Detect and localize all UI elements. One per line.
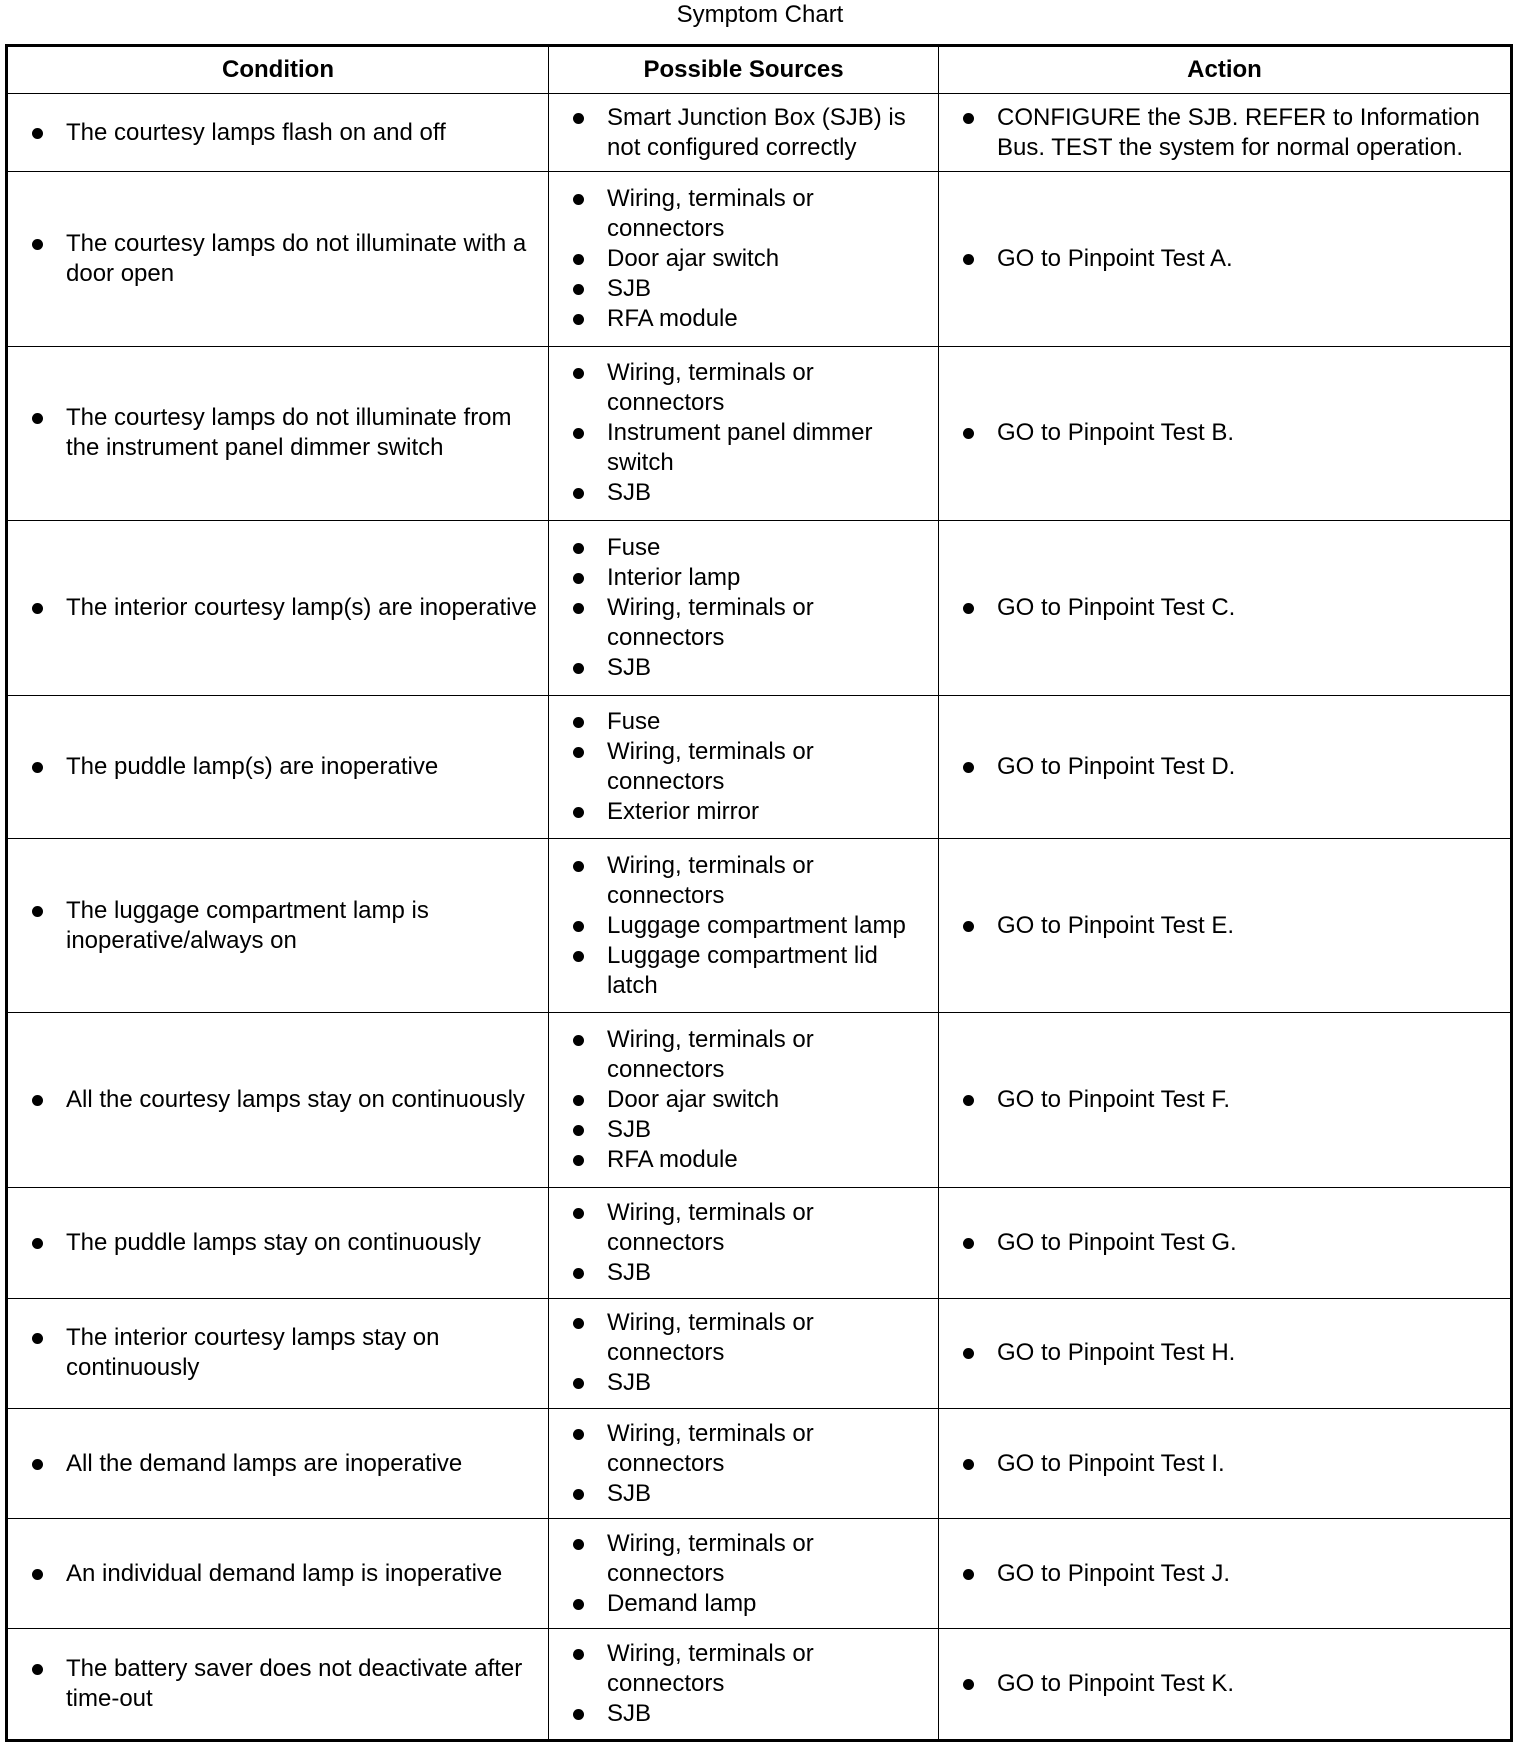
sources-cell-list	[549, 1308, 938, 1398]
list-item: Wiring, terminals or connectors	[607, 1198, 932, 1258]
action-cell	[939, 695, 1512, 839]
condition-cell	[7, 1298, 549, 1408]
symptom-chart-table	[5, 44, 1513, 1742]
sources-cell	[549, 1298, 939, 1408]
sources-cell-list	[549, 707, 938, 827]
list-item: Demand lamp	[607, 1589, 932, 1619]
table-row	[7, 1629, 1512, 1741]
list-item: SJB	[607, 478, 932, 508]
action-cell	[939, 1013, 1512, 1188]
condition-cell-list	[8, 593, 548, 623]
action-cell-list	[939, 593, 1510, 623]
action-cell	[939, 1188, 1512, 1298]
list-item: The courtesy lamps do not illuminate with a door open	[66, 229, 542, 289]
list-item: The courtesy lamps do not illuminate from the instrument panel dimmer switch	[66, 403, 542, 463]
list-item: The battery saver does not deactivate after time-out	[66, 1654, 542, 1714]
list-item: GO to Pinpoint Test A.	[997, 244, 1504, 274]
list-item: GO to Pinpoint Test K.	[997, 1669, 1504, 1699]
list-item: GO to Pinpoint Test I.	[997, 1449, 1504, 1479]
action-cell	[939, 346, 1512, 520]
action-cell-list	[939, 1228, 1510, 1258]
sources-cell-list	[549, 103, 938, 163]
list-item: The luggage compartment lamp is inoperative/always on	[66, 896, 542, 956]
table-row	[7, 1013, 1512, 1188]
table-row	[7, 839, 1512, 1013]
table-row	[7, 1298, 1512, 1408]
list-item: SJB	[607, 653, 932, 683]
sources-cell-list	[549, 184, 938, 334]
list-item: Fuse	[607, 533, 932, 563]
action-cell	[939, 172, 1512, 347]
list-item: RFA module	[607, 1145, 932, 1175]
sources-cell-list	[549, 358, 938, 508]
action-cell	[939, 1519, 1512, 1629]
condition-cell	[7, 1408, 549, 1518]
list-item: SJB	[607, 1479, 932, 1509]
sources-cell	[549, 839, 939, 1013]
action-cell-list	[939, 752, 1510, 782]
condition-cell	[7, 695, 549, 839]
chart-caption: Symptom Chart	[676, 1, 844, 28]
list-item: Wiring, terminals or connectors	[607, 1639, 932, 1699]
list-item: The puddle lamp(s) are inoperative	[66, 752, 542, 782]
condition-cell	[7, 172, 549, 347]
list-item: RFA module	[607, 304, 932, 334]
table-row	[7, 1519, 1512, 1629]
sources-cell	[549, 346, 939, 520]
list-item: Exterior mirror	[607, 797, 932, 827]
header-condition: Condition	[7, 46, 549, 94]
condition-cell-list	[8, 229, 548, 289]
table-row	[7, 520, 1512, 695]
sources-cell	[549, 172, 939, 347]
list-item: The courtesy lamps flash on and off	[66, 118, 542, 148]
sources-cell-list	[549, 533, 938, 683]
list-item: The interior courtesy lamp(s) are inoperative	[66, 593, 542, 623]
action-cell-list	[939, 103, 1510, 163]
condition-cell	[7, 839, 549, 1013]
condition-cell-list	[8, 118, 548, 148]
list-item: GO to Pinpoint Test H.	[997, 1338, 1504, 1368]
condition-cell	[7, 94, 549, 172]
sources-cell	[549, 1013, 939, 1188]
table-row	[7, 1408, 1512, 1518]
condition-cell-list	[8, 1085, 548, 1115]
list-item: Wiring, terminals or connectors	[607, 184, 932, 244]
list-item: Interior lamp	[607, 563, 932, 593]
table-body	[7, 94, 1512, 1741]
condition-cell-list	[8, 1228, 548, 1258]
sources-cell-list	[549, 1529, 938, 1619]
condition-cell-list	[8, 1323, 548, 1383]
list-item: GO to Pinpoint Test F.	[997, 1085, 1504, 1115]
list-item: Fuse	[607, 707, 932, 737]
list-item: SJB	[607, 1699, 932, 1729]
list-item: SJB	[607, 1115, 932, 1145]
condition-cell	[7, 346, 549, 520]
list-item: Wiring, terminals or connectors	[607, 737, 932, 797]
sources-cell	[549, 1519, 939, 1629]
sources-cell	[549, 695, 939, 839]
list-item: The interior courtesy lamps stay on continuously	[66, 1323, 542, 1383]
sources-cell-list	[549, 1198, 938, 1288]
list-item: GO to Pinpoint Test E.	[997, 911, 1504, 941]
list-item: CONFIGURE the SJB. REFER to Information Bus. TEST the system for normal operation.	[997, 103, 1504, 163]
action-cell	[939, 1298, 1512, 1408]
action-cell-list	[939, 244, 1510, 274]
condition-cell	[7, 520, 549, 695]
list-item: Luggage compartment lid latch	[607, 941, 932, 1001]
list-item: SJB	[607, 1368, 932, 1398]
table-header-row	[7, 46, 1512, 94]
condition-cell-list	[8, 1449, 548, 1479]
list-item: Wiring, terminals or connectors	[607, 1529, 932, 1589]
condition-cell-list	[8, 1559, 548, 1589]
sources-cell	[549, 520, 939, 695]
condition-cell	[7, 1519, 549, 1629]
action-cell-list	[939, 1338, 1510, 1368]
list-item: GO to Pinpoint Test C.	[997, 593, 1504, 623]
list-item: The puddle lamps stay on continuously	[66, 1228, 542, 1258]
sources-cell-list	[549, 851, 938, 1001]
condition-cell-list	[8, 752, 548, 782]
action-cell-list	[939, 1669, 1510, 1699]
list-item: Wiring, terminals or connectors	[607, 593, 932, 653]
action-cell	[939, 520, 1512, 695]
list-item: GO to Pinpoint Test G.	[997, 1228, 1504, 1258]
list-item: Door ajar switch	[607, 1085, 932, 1115]
list-item: All the demand lamps are inoperative	[66, 1449, 542, 1479]
sources-cell	[549, 1408, 939, 1518]
sources-cell	[549, 1188, 939, 1298]
action-cell	[939, 1408, 1512, 1518]
list-item: GO to Pinpoint Test D.	[997, 752, 1504, 782]
sources-cell	[549, 94, 939, 172]
table-row	[7, 94, 1512, 172]
list-item: Wiring, terminals or connectors	[607, 1025, 932, 1085]
list-item: Wiring, terminals or connectors	[607, 1308, 932, 1368]
table-row	[7, 695, 1512, 839]
sources-cell-list	[549, 1419, 938, 1509]
list-item: Wiring, terminals or connectors	[607, 851, 932, 911]
condition-cell-list	[8, 403, 548, 463]
condition-cell	[7, 1013, 549, 1188]
sources-cell-list	[549, 1639, 938, 1729]
sources-cell-list	[549, 1025, 938, 1175]
action-cell-list	[939, 911, 1510, 941]
condition-cell	[7, 1629, 549, 1741]
action-cell	[939, 839, 1512, 1013]
table-row	[7, 346, 1512, 520]
condition-cell	[7, 1188, 549, 1298]
list-item: Wiring, terminals or connectors	[607, 358, 932, 418]
header-action: Action	[939, 46, 1512, 94]
action-cell	[939, 94, 1512, 172]
action-cell-list	[939, 1085, 1510, 1115]
condition-cell-list	[8, 1654, 548, 1714]
table-row	[7, 1188, 1512, 1298]
sources-cell	[549, 1629, 939, 1741]
list-item: Wiring, terminals or connectors	[607, 1419, 932, 1479]
list-item: All the courtesy lamps stay on continuously	[66, 1085, 542, 1115]
action-cell-list	[939, 1559, 1510, 1589]
list-item: An individual demand lamp is inoperative	[66, 1559, 542, 1589]
condition-cell-list	[8, 896, 548, 956]
list-item: Smart Junction Box (SJB) is not configured correctly	[607, 103, 932, 163]
list-item: GO to Pinpoint Test J.	[997, 1559, 1504, 1589]
action-cell-list	[939, 418, 1510, 448]
list-item: Door ajar switch	[607, 244, 932, 274]
list-item: SJB	[607, 274, 932, 304]
action-cell	[939, 1629, 1512, 1741]
list-item: Luggage compartment lamp	[607, 911, 932, 941]
header-possible-sources: Possible Sources	[549, 46, 939, 94]
list-item: SJB	[607, 1258, 932, 1288]
table-row	[7, 172, 1512, 347]
action-cell-list	[939, 1449, 1510, 1479]
list-item: Instrument panel dimmer switch	[607, 418, 932, 478]
list-item: GO to Pinpoint Test B.	[997, 418, 1504, 448]
